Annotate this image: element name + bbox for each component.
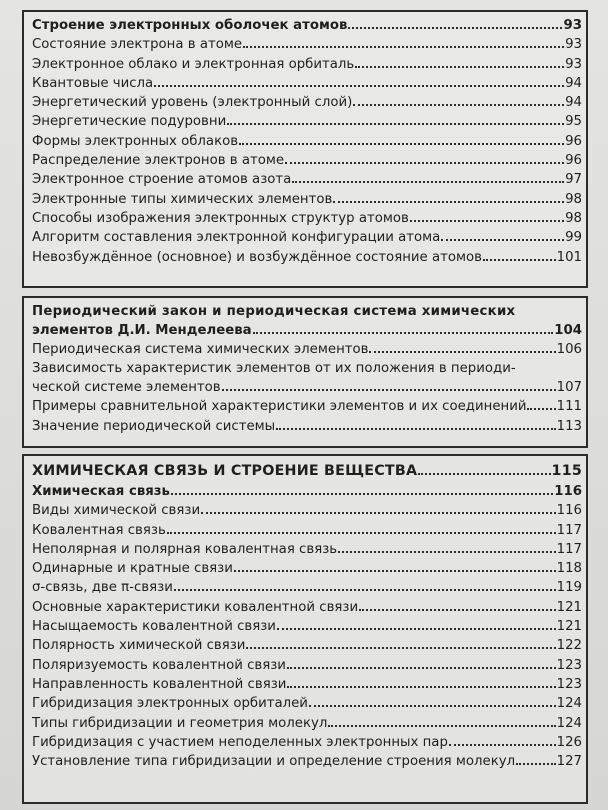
toc-entry-title: Установление типа гибридизации и определение строения молекул [32,754,516,770]
toc-entry[interactable] [24,170,586,189]
toc-entry-page: 99 [565,230,582,246]
leader-dots [516,762,556,765]
toc-entry-title-line1: Периодический закон и периодическая система химических [32,304,516,319]
toc-entry-title: Направленность ковалентной связи [32,676,287,692]
toc-entry-page: 127 [556,754,582,770]
toc-entry[interactable] [24,16,586,35]
leader-dots [287,666,556,669]
toc-entry[interactable] [24,656,586,675]
leader-dots [359,608,555,611]
toc-entry-page: 118 [556,561,582,577]
toc-entry-page: 116 [554,484,582,499]
toc-entry-title-line2: ческой системе элементов [32,380,221,396]
toc-entry-title: Неполярная и полярная ковалентная связь [32,541,338,557]
leader-dots [246,646,555,649]
leader-dots [410,219,564,222]
toc-entry[interactable] [24,151,586,170]
toc-entry-page: 117 [556,522,582,538]
leader-dots [154,84,564,87]
toc-list-3 [24,456,586,771]
leader-dots [171,492,553,495]
toc-entry[interactable] [24,578,586,597]
toc-entry[interactable] [24,521,586,540]
leader-dots [333,200,564,203]
toc-entry[interactable] [24,675,586,694]
toc-entry[interactable] [24,35,586,54]
toc-entry[interactable] [24,540,586,559]
toc-section-periodic-law [22,296,588,448]
leader-dots [287,685,555,688]
toc-entry[interactable] [24,190,586,209]
toc-entry[interactable] [24,617,586,636]
toc-entry-title: Примеры сравнительной характеристики элементов и их соединений [32,399,527,415]
toc-entry-title-line1: Зависимость характеристик элементов от их положения в периоди- [32,361,516,377]
toc-entry-title: Одинарные и кратные связи [32,561,233,577]
toc-chapter-chemical-bond[interactable] [24,460,586,482]
toc-entry-title: Значение периодической системы [32,418,276,434]
leader-dots [418,472,550,475]
toc-chapter-page: 115 [551,463,582,479]
toc-entry-page: 126 [556,734,582,750]
leader-dots [449,743,556,746]
toc-entry[interactable] [24,694,586,713]
toc-entry-title: Периодическая система химических элементов [32,342,369,357]
leader-dots [234,569,556,572]
leader-dots [328,724,555,727]
toc-section-chemical-bond [22,454,588,804]
toc-chapter-title: ХИМИЧЕСКАЯ СВЯЗЬ И СТРОЕНИЕ ВЕЩЕСТВА [32,463,418,479]
toc-entry-title: Невозбуждённое (основное) и возбуждённое состояние атомов [32,249,482,265]
toc-entry-page: 93 [565,37,582,53]
leader-dots [369,350,555,353]
toc-entry-title: Насыщаемость ковалентной связи [32,619,276,635]
toc-entry-title: Электронное строение атомов азота [32,172,292,188]
toc-entry-page: 107 [556,380,582,396]
leader-dots [527,407,555,410]
leader-dots [348,26,562,29]
toc-entry-title: Способы изображения электронных структур атомов [32,210,409,226]
toc-entry-periodic-law[interactable] [24,302,586,340]
leader-dots [483,258,556,261]
toc-entry[interactable] [24,482,586,501]
toc-entry-page: 98 [565,210,582,226]
leader-dots [276,427,555,430]
toc-entry-title: Распределение электронов в атоме [32,153,285,169]
toc-entry-title: Гибридизация с участием неподеленных электронных пар [32,734,448,750]
toc-entry[interactable] [24,397,586,416]
toc-entry[interactable] [24,228,586,247]
toc-entry-title: σ-связь, две π-связи [32,580,173,596]
toc-entry[interactable] [24,752,586,771]
toc-entry-title: Квантовые числа [32,75,154,91]
toc-entry[interactable] [24,598,586,617]
toc-entry-page: 119 [556,580,582,596]
toc-entry-page: 111 [556,399,582,415]
toc-entry-title: Электронные типы химических элементов [32,191,333,207]
toc-entry-page: 123 [556,676,582,692]
toc-entry-title: Ковалентная связь [32,522,166,538]
toc-entry[interactable] [24,93,586,112]
toc-entry-page: 101 [556,249,582,265]
toc-entry-page: 94 [565,75,582,91]
toc-entry-page: 124 [556,696,582,712]
toc-entry-title: Химическая связь [32,484,170,499]
toc-entry-page: 116 [556,503,582,519]
toc-entry-title: Типы гибридизации и геометрия молекул [32,715,328,731]
leader-dots [353,103,564,106]
toc-entry-page: 96 [565,133,582,149]
toc-entry-title: Полярность химической связи [32,638,246,654]
leader-dots [174,588,556,591]
leader-dots [285,161,564,164]
toc-entry-title: Состояние электрона в атоме [32,37,243,53]
toc-entry-dependence[interactable] [24,359,586,397]
toc-entry-title: Формы электронных облаков [32,133,239,149]
toc-entry-page: 123 [556,657,582,673]
toc-entry-page: 124 [556,715,582,731]
toc-entry-page: 93 [565,56,582,72]
leader-dots [253,331,554,334]
toc-entry-page: 121 [556,619,582,635]
toc-entry[interactable] [24,636,586,655]
toc-entry-title: Виды химической связи [32,503,201,519]
toc-entry-title: Энергетические подуровни [32,114,227,130]
toc-entry-page: 97 [565,172,582,188]
toc-entry[interactable] [24,55,586,74]
toc-entry[interactable] [24,248,586,267]
toc-entry[interactable] [24,112,586,131]
toc-entry-page: 95 [565,114,582,130]
leader-dots [243,45,564,48]
toc-entry-page: 121 [556,599,582,615]
toc-entry-page: 93 [563,18,582,33]
toc-entry-title: Основные характеристики ковалентной связи [32,599,359,615]
toc-entry-page: 104 [554,323,582,338]
toc-entry-title: Алгоритм составления электронной конфигурации атома [32,230,441,246]
toc-list-1 [24,12,586,267]
leader-dots [227,122,564,125]
toc-entry[interactable] [24,417,586,436]
toc-entry[interactable] [24,74,586,93]
toc-entry[interactable] [24,733,586,752]
toc-entry[interactable] [24,559,586,578]
toc-entry-title: Поляризуемость ковалентной связи [32,657,286,673]
toc-entry-page: 98 [565,191,582,207]
toc-entry[interactable] [24,340,586,359]
leader-dots [309,704,556,707]
leader-dots [239,142,564,145]
toc-entry-page: 106 [556,342,582,357]
leader-dots [355,65,564,68]
toc-entry-page: 117 [556,541,582,557]
leader-dots [441,238,564,241]
toc-section-atomic-structure [22,10,588,288]
leader-dots [338,550,556,553]
leader-dots [222,388,556,391]
toc-entry-title: Энергетический уровень (электронный слой) [32,95,353,111]
toc-entry-title: Электронное облако и электронная орбиталь [32,56,355,72]
toc-entry-page: 113 [556,418,582,434]
toc-entry-page: 94 [565,95,582,111]
toc-entry[interactable] [24,132,586,151]
leader-dots [277,627,556,630]
leader-dots [292,180,564,183]
toc-entry-title-line2: элементов Д.И. Менделеева [32,323,252,338]
toc-entry-page: 96 [565,153,582,169]
toc-entry-title: Строение электронных оболочек атомов [32,18,348,33]
toc-list-2 [24,298,586,436]
leader-dots [167,531,556,534]
toc-entry[interactable] [24,714,586,733]
toc-entry[interactable] [24,209,586,228]
toc-entry-page: 122 [556,638,582,654]
toc-entry-title: Гибридизация электронных орбиталей [32,696,308,712]
toc-entry[interactable] [24,501,586,520]
leader-dots [201,511,556,514]
